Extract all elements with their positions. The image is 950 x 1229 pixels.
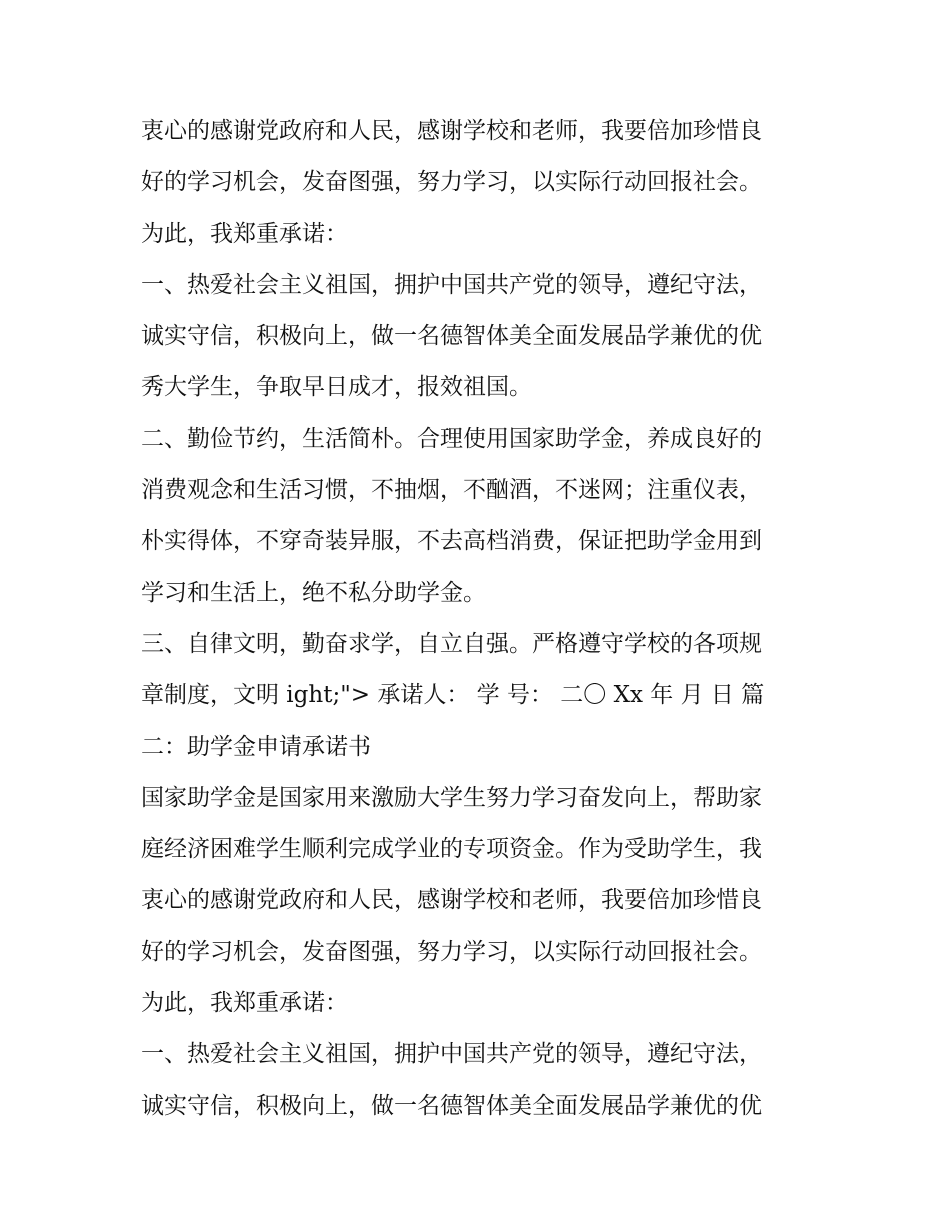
text-line: 二：助学金申请承诺书 (141, 733, 371, 760)
text-line: 为此，我郑重承诺： (141, 220, 348, 247)
document-body (141, 106, 821, 1132)
text-line: 庭经济困难学生顺利完成学业的专项资金。作为受助学生，我 (141, 836, 762, 863)
text-line: 国家助学金是国家用来激励大学生努力学习奋发向上，帮助家 (141, 784, 762, 811)
text-line: 三、自律文明，勤奋求学，自立自强。严格遵守学校的各项规 (141, 630, 762, 657)
text-line: 章制度，文明 ight;"> 承诺人： 学 号： 二〇 Xx 年 月 日 篇 (141, 682, 765, 709)
text-line: 朴实得体，不穿奇装异服，不去高档消费，保证把助学金用到 (141, 528, 762, 555)
text-line: 衷心的感谢党政府和人民，感谢学校和老师，我要倍加珍惜良 (141, 887, 762, 914)
text-line: 消费观念和生活习惯，不抽烟，不酗酒，不迷网；注重仪表， (141, 477, 762, 504)
text-line: 诚实守信，积极向上，做一名德智体美全面发展品学兼优的优 (141, 1092, 762, 1119)
text-line: 学习和生活上，绝不私分助学金。 (141, 579, 486, 606)
text-line: 二、勤俭节约，生活简朴。合理使用国家助学金，养成良好的 (141, 425, 762, 452)
text-line: 为此，我郑重承诺： (141, 990, 348, 1017)
text-line: 好的学习机会，发奋图强，努力学习，以实际行动回报社会。 (141, 938, 762, 965)
text-line: 一、热爱社会主义祖国，拥护中国共产党的领导，遵纪守法， (141, 1041, 762, 1068)
text-line: 好的学习机会，发奋图强，努力学习，以实际行动回报社会。 (141, 169, 762, 196)
text-line: 秀大学生，争取早日成才，报效祖国。 (141, 374, 532, 401)
text-line: 诚实守信，积极向上，做一名德智体美全面发展品学兼优的优 (141, 323, 762, 350)
text-line: 衷心的感谢党政府和人民，感谢学校和老师，我要倍加珍惜良 (141, 118, 762, 144)
text-line: 一、热爱社会主义祖国，拥护中国共产党的领导，遵纪守法， (141, 271, 762, 298)
